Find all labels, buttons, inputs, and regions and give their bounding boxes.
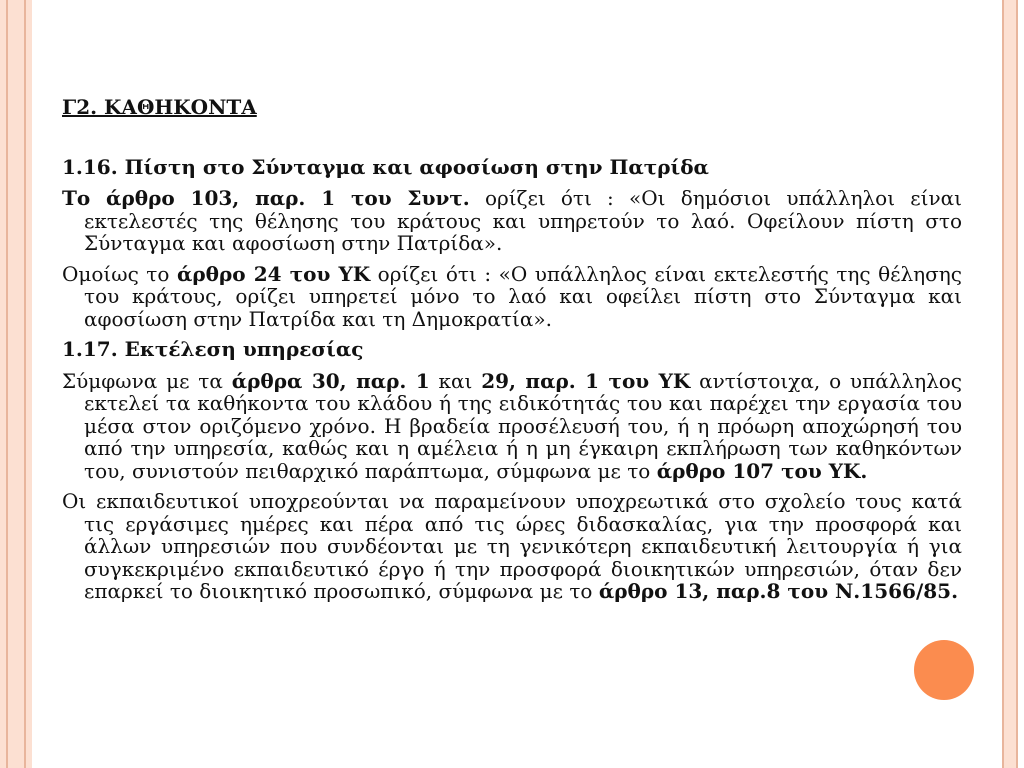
right-frame-line (1002, 0, 1004, 768)
article-24-text: ορίζει ότι : «Ο υπάλληλος είναι εκτελεστής της θέλησης του κράτους, ορίζει υπηρετεί μόνο το λαό και οφείλει πίστη στο Σύνταγμα και αφοσίωση στην Πατρίδα και τη Δημοκρατία». (84, 261, 962, 331)
article-103-reference: Το άρθρο 103, παρ. 1 του Συντ. (62, 186, 470, 210)
left-frame-line (6, 0, 8, 768)
articles-intro: Σύμφωνα με τα (62, 368, 232, 393)
articles-conjunction: και (429, 368, 482, 393)
paragraph-articles-30-29 (62, 370, 962, 483)
article-24-intro: Ομοίως το (62, 261, 177, 286)
paragraph-article-24 (62, 263, 962, 331)
articles-text: αντίστοιχα, ο υπάλληλος εκτελεί τα καθήκοντα του κλάδου ή της ειδικότητάς του και παρέχει την εργασία του μέσα στον οριζόμενο χρόνο. Η βραδεία προσέλευσή του, ή η πρόωρη αποχώρησή του από την υπηρεσία, καθώς και η αμέλεια ή η μη έγκαιρη εκπλήρωση των καθηκόντων του, συνιστούν πειθαρχικό παράπτωμα, σύμφωνα με το (84, 368, 962, 483)
paragraph-teacher-duties (62, 490, 962, 603)
article-103-text: ορίζει ότι : «Οι δημόσιοι υπάλληλοι είναι εκτελεστές της θέλησης του κράτους και υπηρετούν το λαό. Οφείλουν πίστη στο Σύνταγμα και αφοσίωση στην Πατρίδα». (84, 186, 962, 255)
article-107-reference: άρθρο 107 του ΥΚ. (656, 458, 868, 483)
teacher-duties-text: Οι εκπαιδευτικοί υποχρεούνται να παραμείνουν υποχρεωτικά στο σχολείο τους κατά τις εργάσιμες ημέρες και πέρα από τις ώρες διδασκαλίας, για την προσφορά και άλλων υπηρεσιών που συνδέονται με τη γενικότερη εκπαιδευτική λειτουργία ή για συγκεκριμένο εκπαιδευτικό έργο ή την προσφορά διοικητικών υπηρεσιών, όταν δεν επαρκεί το διοικητικό προσωπικό, σύμφωνα με το (62, 489, 962, 603)
article-24-reference: άρθρο 24 του ΥΚ (176, 261, 371, 286)
article-30-reference: άρθρα 30, παρ. 1 (231, 368, 430, 393)
slide-heading: Γ2. ΚΑΘΗΚΟΝΤΑ (62, 95, 257, 119)
slide-content (62, 96, 962, 611)
left-decorative-band (0, 0, 32, 768)
section-title-1-16: 1.16. Πίστη στο Σύνταγμα και αφοσίωση στην Πατρίδα (62, 154, 709, 179)
orange-circle-decoration (914, 640, 974, 700)
right-decorative-band (1002, 0, 1016, 768)
section-title-1-17: 1.17. Εκτέλεση υπηρεσίας (62, 337, 364, 361)
article-29-reference: 29, παρ. 1 του ΥΚ (481, 368, 691, 393)
law-1566-reference: άρθρο 13, παρ.8 του Ν.1566/85. (598, 579, 959, 603)
right-frame-line-outer (1016, 0, 1018, 768)
left-frame-line-inner (24, 0, 26, 768)
paragraph-article-103 (62, 187, 962, 255)
